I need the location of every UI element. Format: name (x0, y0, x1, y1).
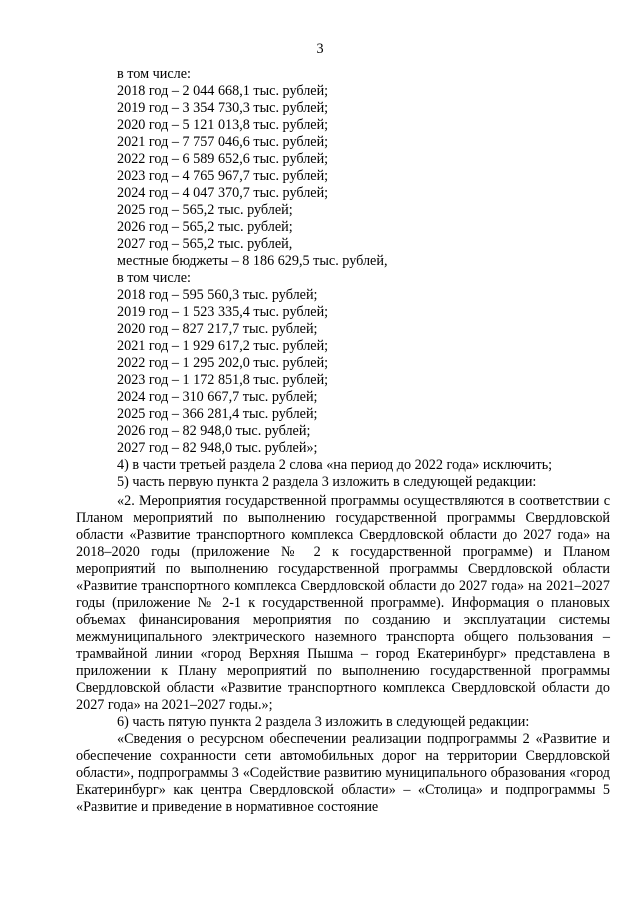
body-text (76, 493, 610, 816)
text-line: 2020 год – 5 121 013,8 тыс. рублей; (117, 117, 329, 133)
text-line: 2023 год – 1 172 851,8 тыс. рублей; (117, 372, 329, 388)
funding-list (117, 66, 617, 491)
text-line: в том числе: (117, 270, 191, 286)
text-line: 5) часть первую пункта 2 раздела 3 изложить в следующей редакции: (117, 474, 537, 490)
text-line: 2018 год – 2 044 668,1 тыс. рублей; (117, 83, 329, 99)
text-line: 2021 год – 7 757 046,6 тыс. рублей; (117, 134, 329, 150)
text-line: 2024 год – 310 667,7 тыс. рублей; (117, 389, 318, 405)
paragraph-item-6: 6) часть пятую пункта 2 раздела 3 изложить в следующей редакции: (117, 714, 530, 730)
text-line: 2026 год – 565,2 тыс. рублей; (117, 219, 293, 235)
text-line: 2021 год – 1 929 617,2 тыс. рублей; (117, 338, 329, 354)
page-number: 3 (316, 41, 324, 57)
text-line: в том числе: (117, 66, 191, 82)
text-line: 2023 год – 4 765 967,7 тыс. рублей; (117, 168, 329, 184)
paragraph-item-2: «2. Мероприятия государственной программы осуществляются в соответствии с Планом мероприятий по выполнению государственной программы Свердловской области «Развитие транспортного комплекса Свердловской области до 2027 года» на 2018–2020 годы (приложение № 2 к государственной программе) и Планом мероприятий по выполнению государственной программы Свердловской области «Развитие транспортного комплекса Свердловской области до 2027 года» на 2021–2027 годы (приложение № 2-1 к государственной программе). Информация о плановых объемах финансирования мероприятия по созданию и эксплуатации системы межмуниципального электрического наземного транспорта общего пользования – трамвайной линии «город Верхняя Пышма – город Екатеринбург» представлена в приложении к Плану мероприятий по выполнению государственной программы Свердловской области «Развитие транспортного комплекса Свердловской области до 2027 года» на 2021–2027 годы.»; (76, 493, 610, 713)
text-line: 2020 год – 827 217,7 тыс. рублей; (117, 321, 318, 337)
text-line: 2026 год – 82 948,0 тыс. рублей; (117, 423, 311, 439)
text-line: 4) в части третьей раздела 2 слова «на период до 2022 года» исключить; (117, 457, 553, 473)
paragraph-resource-info: «Сведения о ресурсном обеспечении реализации подпрограммы 2 «Развитие и обеспечение сохранности сети автомобильных дорог на территории Свердловской области», подпрограммы 3 «Содействие развитию муниципального образования «город Екатеринбург» как центра Свердловской области» – «Столица» и подпрограммы 5 «Развитие и приведение в нормативное состояние (76, 731, 610, 815)
text-line: 2025 год – 565,2 тыс. рублей; (117, 202, 293, 218)
text-line: 2022 год – 6 589 652,6 тыс. рублей; (117, 151, 329, 167)
text-line: местные бюджеты – 8 186 629,5 тыс. рублей, (117, 253, 388, 269)
text-line: 2022 год – 1 295 202,0 тыс. рублей; (117, 355, 329, 371)
text-line: 2018 год – 595 560,3 тыс. рублей; (117, 287, 318, 303)
text-line: 2027 год – 565,2 тыс. рублей, (117, 236, 293, 252)
text-line: 2019 год – 1 523 335,4 тыс. рублей; (117, 304, 329, 320)
text-line: 2024 год – 4 047 370,7 тыс. рублей; (117, 185, 329, 201)
text-line: 2027 год – 82 948,0 тыс. рублей»; (117, 440, 318, 456)
text-line: 2019 год – 3 354 730,3 тыс. рублей; (117, 100, 329, 116)
text-line: 2025 год – 366 281,4 тыс. рублей; (117, 406, 318, 422)
